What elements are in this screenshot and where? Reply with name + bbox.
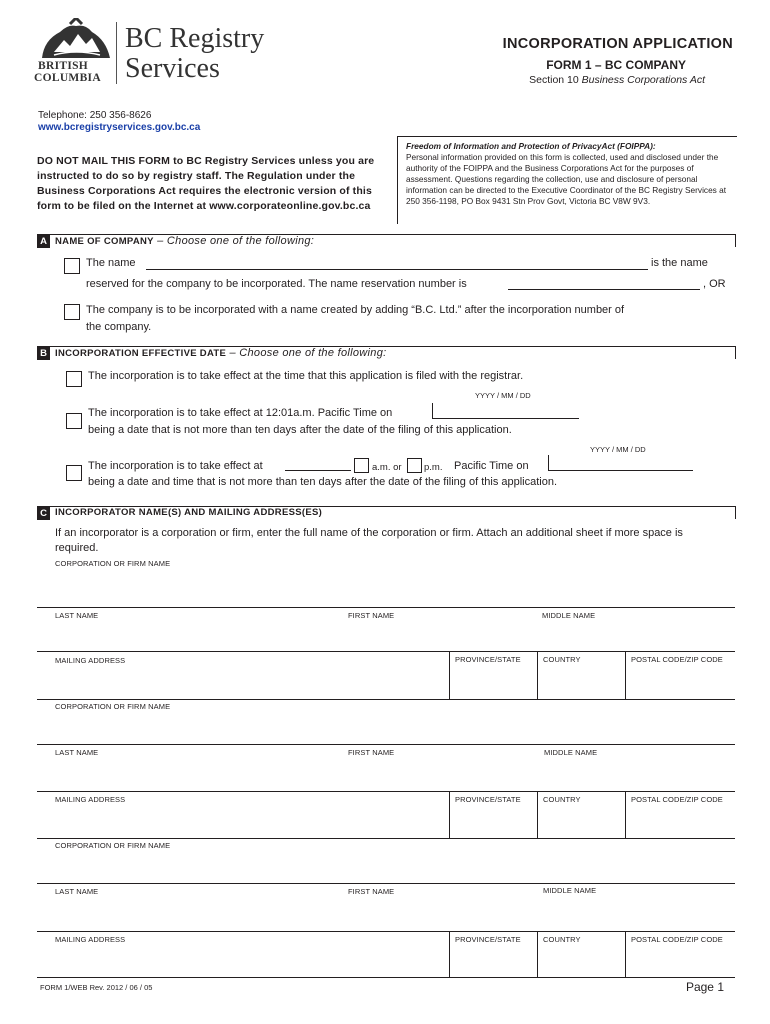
logo-province-text bbox=[34, 60, 101, 84]
last-name-label: LAST NAME bbox=[55, 887, 99, 896]
incorporator-3-address-divider bbox=[37, 931, 735, 932]
last-name-label: LAST NAME bbox=[55, 611, 99, 620]
postal-label: POSTAL CODE/ZIP CODE bbox=[631, 935, 723, 944]
pm-checkbox[interactable] bbox=[407, 458, 422, 473]
section-b-letter: B bbox=[37, 347, 50, 360]
corporation-name-label: CORPORATION OR FIRM NAME bbox=[55, 841, 171, 850]
country-label: COUNTRY bbox=[543, 935, 581, 944]
incorporator-block-divider-2 bbox=[37, 838, 735, 839]
address-vline-3 bbox=[625, 651, 626, 699]
form-revision: FORM 1/WEB Rev. 2012 / 06 / 05 bbox=[40, 983, 153, 992]
last-name-label: LAST NAME bbox=[55, 748, 99, 757]
logo-line1: BC Registry bbox=[125, 23, 265, 54]
corporation-name-label: CORPORATION OR FIRM NAME bbox=[55, 702, 171, 711]
logo-wordmark bbox=[125, 24, 264, 84]
company-name-field[interactable] bbox=[146, 269, 648, 270]
option-future-date-line1: The incorporation is to take effect at 12:01a.m. Pacific Time on bbox=[88, 407, 393, 419]
option-future-datetime-checkbox[interactable] bbox=[66, 465, 82, 481]
address-vline-1 bbox=[449, 791, 450, 838]
pacific-time-label: Pacific Time on bbox=[454, 460, 529, 472]
section-prefix: Section 10 bbox=[529, 74, 582, 86]
logo-divider bbox=[116, 22, 117, 84]
act-name: Business Corporations Act bbox=[581, 74, 705, 86]
option-future-datetime-line1: The incorporation is to take effect at bbox=[88, 460, 263, 472]
act-reference bbox=[529, 74, 705, 86]
province-label: PROVINCE/STATE bbox=[455, 935, 521, 944]
section-a-letter: A bbox=[37, 235, 50, 248]
postal-label: POSTAL CODE/ZIP CODE bbox=[631, 795, 723, 804]
page-number: Page 1 bbox=[685, 980, 724, 994]
foippa-body: Personal information provided on this form is collected, used and disclosed under the authority of the FOIPPA and the Business Corporations Act for the purposes of assessment. Questions regarding the collection, use and disclosure of personal information can be directed to the Executive Coordinator of the BC Registry Services at 250 356-1198, PO Box 9431 Stn Prov Govt, Victoria BC V8W 9V3. bbox=[406, 152, 727, 206]
website-link[interactable]: www.bcregistryservices.gov.bc.ca bbox=[38, 122, 201, 133]
section-b-title-text: INCORPORATION EFFECTIVE DATE bbox=[55, 348, 227, 359]
corporation-name-label: CORPORATION OR FIRM NAME bbox=[55, 559, 171, 568]
option-on-filing-label: The incorporation is to take effect at the time that this application is filed with the registrar. bbox=[88, 370, 524, 382]
foippa-heading: Freedom of Information and Protection of PrivacyAct (FOIPPA): bbox=[406, 141, 656, 151]
address-vline-2 bbox=[537, 791, 538, 838]
address-vline-1 bbox=[449, 651, 450, 699]
section-a-title-text: NAME OF COMPANY bbox=[55, 236, 154, 247]
province-label: PROVINCE/STATE bbox=[455, 795, 521, 804]
option-on-filing-checkbox[interactable] bbox=[66, 371, 82, 387]
mailing-address-label: MAILING ADDRESS bbox=[55, 935, 126, 944]
first-name-label: FIRST NAME bbox=[348, 611, 395, 620]
section-c-title: INCORPORATOR NAME(S) AND MAILING ADDRESS(ES) bbox=[55, 507, 323, 518]
form-name: FORM 1 – BC COMPANY bbox=[546, 58, 686, 72]
telephone-text: Telephone: 250 356-8626 bbox=[38, 110, 152, 121]
foippa-notice bbox=[397, 136, 737, 224]
first-name-label: FIRST NAME bbox=[348, 748, 395, 757]
reservation-text: reserved for the company to be incorporated. The name reservation number is bbox=[86, 278, 467, 290]
section-c-letter: C bbox=[37, 507, 50, 520]
time-field[interactable] bbox=[285, 470, 351, 471]
address-vline-2 bbox=[537, 651, 538, 699]
section-a-title bbox=[55, 235, 314, 247]
option-reserved-name-end: is the name bbox=[651, 257, 708, 269]
section-b-choose: – Choose one of the following: bbox=[226, 347, 387, 359]
address-vline-3 bbox=[625, 791, 626, 838]
logo-line2: Services bbox=[125, 53, 220, 84]
middle-name-label: MIDDLE NAME bbox=[544, 748, 598, 757]
or-text: , OR bbox=[703, 278, 726, 290]
incorporator-3-divider bbox=[37, 883, 735, 884]
address-vline-2 bbox=[537, 931, 538, 977]
section-b-title bbox=[55, 347, 387, 359]
country-label: COUNTRY bbox=[543, 655, 581, 664]
postal-label: POSTAL CODE/ZIP CODE bbox=[631, 655, 723, 664]
option-reserved-name-label: The name bbox=[86, 257, 136, 269]
incorporator-1-address-divider bbox=[37, 651, 735, 652]
province-label: PROVINCE/STATE bbox=[455, 655, 521, 664]
date-format-label-2: YYYY / MM / DD bbox=[590, 445, 646, 454]
page-title: INCORPORATION APPLICATION bbox=[502, 36, 733, 52]
incorporator-block-divider-3 bbox=[37, 977, 735, 978]
section-a-choose: – Choose one of the following: bbox=[153, 235, 315, 247]
date-format-label: YYYY / MM / DD bbox=[475, 391, 531, 400]
mailing-address-label: MAILING ADDRESS bbox=[55, 656, 126, 665]
incorporator-2-divider bbox=[37, 744, 735, 745]
logo-province-line2: COLUMBIA bbox=[34, 72, 101, 84]
logo-province-line1: BRITISH bbox=[38, 60, 89, 72]
am-label: a.m. or bbox=[372, 462, 402, 473]
section-c-instructions: If an incorporator is a corporation or firm, enter the full name of the corporation or firm. Attach an additional sheet if more space is required. bbox=[55, 527, 683, 554]
first-name-label: FIRST NAME bbox=[348, 887, 395, 896]
address-vline-3 bbox=[625, 931, 626, 977]
pm-label: p.m. bbox=[424, 462, 443, 473]
incorporator-block-divider-1 bbox=[37, 699, 735, 700]
numbered-company-line1: The company is to be incorporated with a name created by adding “B.C. Ltd.” after the incorporation number of bbox=[86, 304, 625, 316]
middle-name-label: MIDDLE NAME bbox=[543, 886, 597, 895]
am-checkbox[interactable] bbox=[354, 458, 369, 473]
option-future-datetime-line2: being a date and time that is not more than ten days after the date of the filing of this application. bbox=[88, 476, 558, 488]
incorporator-2-address-divider bbox=[37, 791, 735, 792]
numbered-company-line2: the company. bbox=[86, 321, 152, 333]
contact-info bbox=[38, 110, 200, 134]
future-date-field[interactable] bbox=[432, 403, 579, 419]
incorporator-1-divider bbox=[37, 607, 735, 608]
name-reservation-number-field[interactable] bbox=[508, 289, 700, 290]
future-datetime-date-field[interactable] bbox=[548, 455, 693, 471]
mailing-warning: DO NOT MAIL THIS FORM to BC Registry Services unless you are instructed to do so by registry staff. The Regulation under the Business Corporations Act requires the electronic version of this form to be filed on the Internet at www.corporateonline.gov.bc.ca bbox=[37, 155, 375, 212]
option-future-date-line2: being a date that is not more than ten days after the date of the filing of this application. bbox=[88, 424, 512, 436]
country-label: COUNTRY bbox=[543, 795, 581, 804]
mailing-address-label: MAILING ADDRESS bbox=[55, 795, 126, 804]
option-numbered-company-checkbox[interactable] bbox=[64, 304, 80, 320]
option-reserved-name-checkbox[interactable] bbox=[64, 258, 80, 274]
address-vline-1 bbox=[449, 931, 450, 977]
option-future-date-checkbox[interactable] bbox=[66, 413, 82, 429]
middle-name-label: MIDDLE NAME bbox=[542, 611, 596, 620]
bc-logo-emblem-icon bbox=[40, 18, 112, 62]
